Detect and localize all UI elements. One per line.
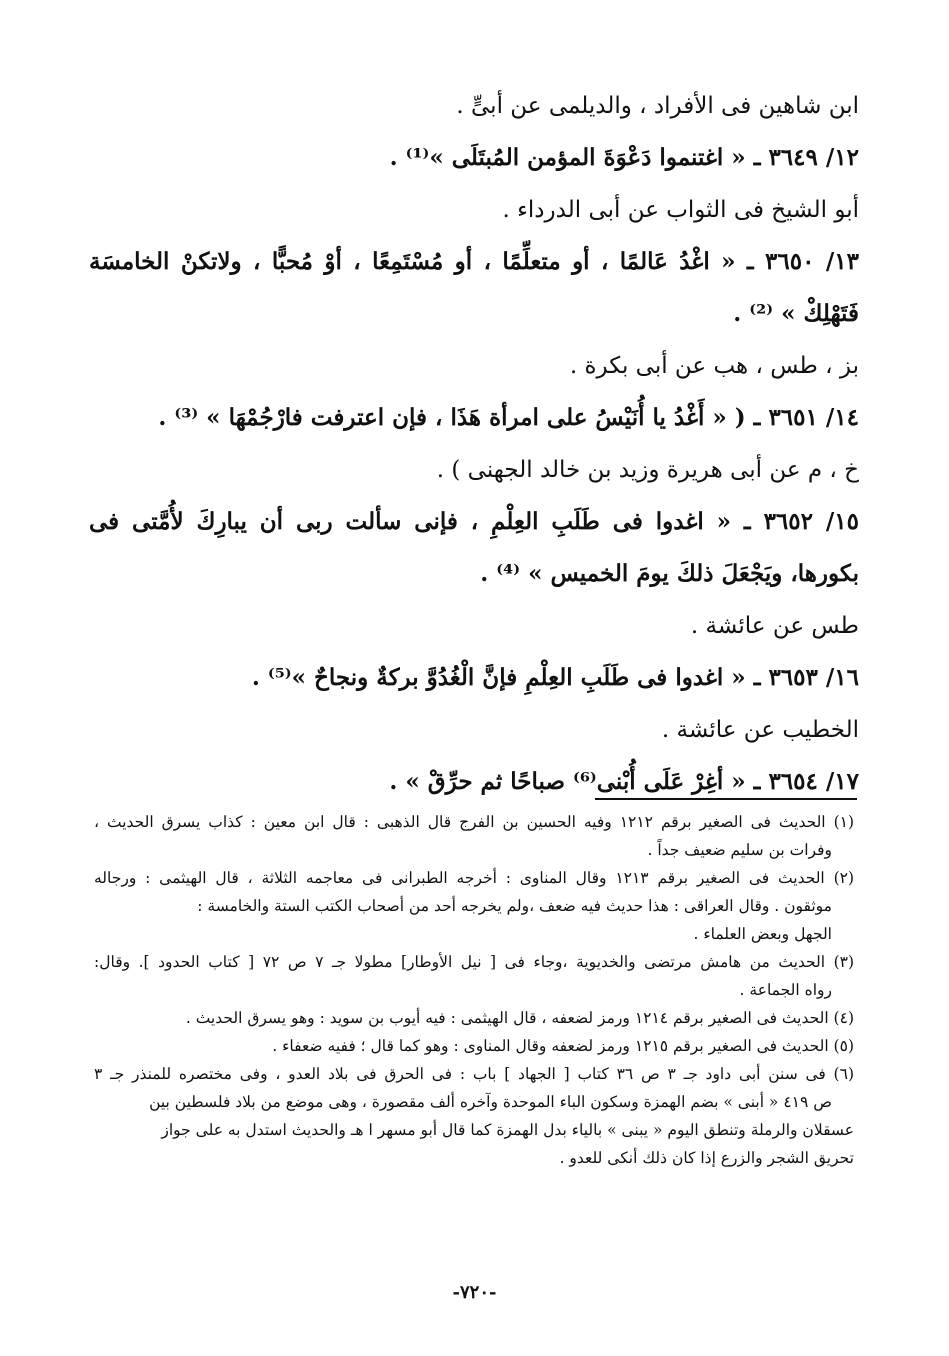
hadith-line: فَتَهْلِكْ » ⁽²⁾ . <box>733 300 859 327</box>
footnote-line: ص ٤١٩ « أبنى » بضم الهمزة وسكون الباء الموحدة وآخره ألف مقصورة ، وهى موضع من بلاد فلسطين بين <box>149 1093 832 1111</box>
hadith-line: ١٦/ ٣٦٥٣ ـ « اغدوا فى طَلَبِ العِلْمِ فإنَّ الْغُدُوَّ بركةٌ ونجاحٌ »⁽⁵⁾ . <box>251 664 859 691</box>
hadith-line: ١٤/ ٣٦٥١ ـ ( « أَغْدُ يا أُنَيْسُ على امرأة هَذَا ، فإن اعترفت فارْجُمْهَا » ⁽³⁾ . <box>158 404 859 431</box>
text-line: أبو الشيخ فى الثواب عن أبى الدرداء . <box>502 197 859 223</box>
footnote-line: الجهل وبعض العلماء . <box>693 925 832 943</box>
text-line: الخطيب عن عائشة . <box>661 717 859 743</box>
page-number: -٧٢٠- <box>452 1282 497 1303</box>
text-line: ابن شاهين فى الأفراد ، والديلمى عن أبىٍّ . <box>456 93 859 119</box>
footnote-divider <box>595 798 857 800</box>
hadith-line: ١٣/ ٣٦٥٠ ـ « اغْدُ عَالمًا ، أو متعلِّمًا ، أو مُسْتَمِعًا ، أوْ مُحبًّا ، ولاتكنْ الخامسَة <box>89 248 859 275</box>
footnote-line: (٦) فى سنن أبى داود جـ ٣ ص ٣٦ كتاب [ الجهاد ] باب : فى الحرق فى بلاد العدو ، وفى مختصره للمنذر جـ ٣ <box>94 1065 854 1083</box>
footnote-line: وفرات بن سليم ضعيف جداً . <box>647 841 832 859</box>
hadith-line: ١٧/ ٣٦٥٤ ـ « أغِرْ عَلَى أُبْنى⁽⁶⁾ صباحًا ثم حرِّقْ » . <box>389 768 859 795</box>
footnote-line: موثقون . وقال العراقى : هذا حديث فيه ضعف ،ولم يخرجه أحد من أصحاب الكتب الستة والخامسة : <box>197 897 832 915</box>
text-line: طس عن عائشة . <box>690 613 859 639</box>
hadith-line: ١٥/ ٣٦٥٢ ـ « اغدوا فى طَلَبِ العِلْمِ ، فإنى سألت ربى أن يبارِكَ لأُمَّتى فى <box>89 508 859 535</box>
footnote-line: رواه الجماعة . <box>739 981 832 999</box>
footnote-line: (١) الحديث فى الصغير برقم ١٢١٢ وفيه الحسين بن الفرج قال الذهبى : قال ابن معين : كذاب يسرق الحديث ، <box>94 813 854 831</box>
text-line: بز ، طس ، هب عن أبى بكرة . <box>569 353 859 379</box>
footnote-line: (٤) الحديث فى الصغير برقم ١٢١٤ ورمز لضعفه ، قال الهيثمى : فيه أيوب بن سويد : وهو يسرق الحديث . <box>185 1009 854 1027</box>
main-text-block <box>89 80 859 808</box>
footnotes-block <box>94 808 854 1172</box>
text-line: خ ، م عن أبى هريرة وزيد بن خالد الجهنى ) . <box>436 457 859 483</box>
hadith-line: بكورها، ويَجْعَلَ ذلكَ يومَ الخميس » ⁽⁴⁾ . <box>480 560 859 587</box>
footnote-line: عسقلان والرملة وتنطق اليوم « يبنى » بالياء بدل الهمزة كما قال أبو مسهر ا هـ والحديث استدل به على جواز <box>161 1121 854 1139</box>
footnote-line: تحريق الشجر والزرع إذا كان ذلك أنكى للعدو . <box>559 1149 854 1167</box>
footnote-line: (٣) الحديث من هامش مرتضى والخديوية ،وجاء فى [ نيل الأوطار] مطولا جـ ٧ ص ٧٢ [ كتاب الحدود ]. وقال: <box>94 953 854 971</box>
footnote-line: (٥) الحديث فى الصغير برقم ١٢١٥ ورمز لضعفه وقال المناوى : وهو كما قال ؛ ففيه ضعفاء . <box>272 1037 854 1055</box>
hadith-line: ١٢/ ٣٦٤٩ ـ « اغتنموا دَعْوَةَ المؤمن المُبتَلَى »⁽¹⁾ . <box>389 144 859 171</box>
footnote-line: (٢) الحديث فى الصغير برقم ١٢١٣ وقال المناوى : أخرجه الطبرانى فى معاجمه الثلاثة ، قال الهيثمى : ورجاله <box>94 869 854 887</box>
